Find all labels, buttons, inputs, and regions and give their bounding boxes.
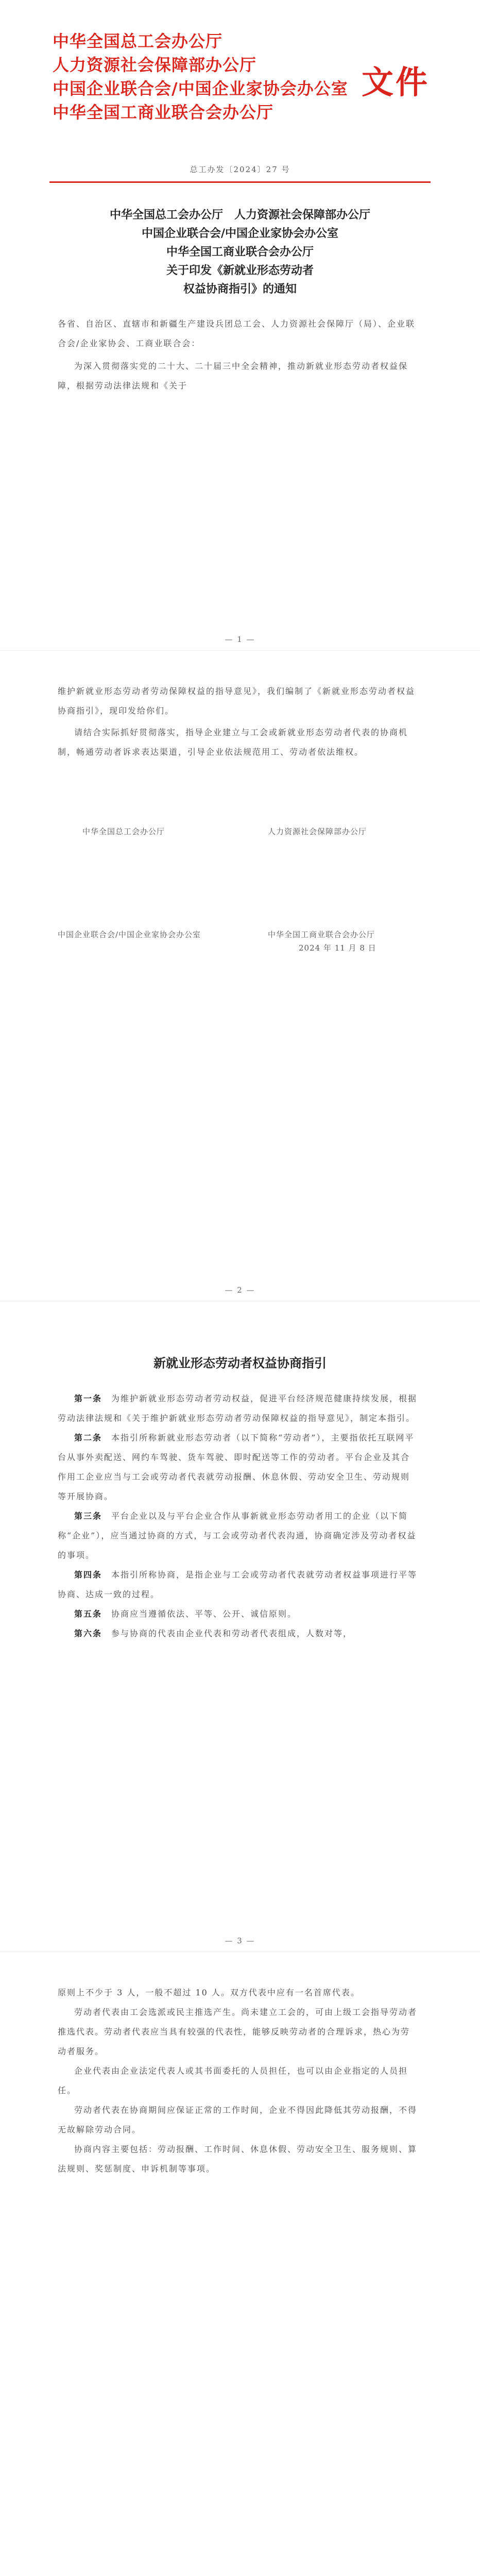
article bbox=[58, 1624, 418, 1643]
guide-title: 新就业形态劳动者权益协商指引 bbox=[153, 1356, 327, 1370]
article-text: 参与协商的代表由企业代表和劳动者代表组成，人数对等， bbox=[111, 1629, 353, 1638]
article-list bbox=[58, 1389, 418, 1643]
notice-title-line: 中华全国总工会办公厅 人力资源社会保障部办公厅 bbox=[109, 209, 370, 222]
notice-title-line: 中国企业联合会/中国企业家协会办公室 bbox=[141, 227, 339, 240]
issuer-name: 中华全国工商业联合会办公厅 bbox=[53, 103, 274, 122]
article-text: 平台企业以及与平台企业合作从事新就业形态劳动者用工的企业（以下简称“企业”），应当通过协商的方式，与工会或劳动者代表沟通，协商确定涉及劳动者权益的事项。 bbox=[58, 1511, 417, 1560]
paragraph: 劳动者代表在协商期间应保证正常的工作时间，企业不得因此降低其劳动报酬，不得无故解除劳动合同。 bbox=[58, 2105, 418, 2134]
article-text: 本指引所称新就业形态劳动者（以下简称“劳动者”），主要指依托互联网平台从事外卖配送、网约车驾驶、货车驾驶、即时配送等工作的劳动者。平台企业及其合作用工企业应当与工会或劳动者代表就劳动报酬、休息休假、劳动安全卫生、劳动规则等开展协商。 bbox=[58, 1433, 415, 1501]
page-3 bbox=[0, 1301, 480, 1952]
article-label: 第六条 bbox=[74, 1629, 102, 1638]
article bbox=[58, 1506, 418, 1565]
signature-issuer: 中华全国工商业联合会办公厅 bbox=[268, 930, 375, 939]
document-number: 总工办发〔2024〕27 号 bbox=[190, 165, 290, 174]
page-number: — 2 — bbox=[225, 1285, 255, 1295]
article bbox=[58, 1389, 418, 1428]
page-4 bbox=[0, 1952, 480, 2576]
page-2 bbox=[0, 651, 480, 1301]
notice-paragraph: 为深入贯彻落实党的二十大、二十届三中全会精神，推动新就业形态劳动者权益保障，根据劳动法律法规和《关于 bbox=[58, 361, 408, 391]
article-continuation bbox=[58, 1983, 418, 2179]
signature-issuer: 中国企业联合会/中国企业家协会办公室 bbox=[58, 930, 201, 939]
notice-paragraph: 请结合实际抓好贯彻落实，指导企业建立与工会或新就业形态劳动者代表的协商机制，畅通劳动者诉求表达渠道，引导企业依法规范用工、劳动者依法维权。 bbox=[58, 727, 408, 757]
signature-issuer: 中华全国总工会办公厅 bbox=[82, 827, 165, 836]
notice-title-line: 关于印发《新就业形态劳动者 bbox=[166, 264, 314, 277]
article-label: 第一条 bbox=[74, 1394, 102, 1403]
page-1 bbox=[0, 0, 480, 651]
paragraph: 原则上不少于 3 人，一般不超过 10 人。双方代表中应有一名首席代表。 bbox=[58, 1988, 360, 1997]
article bbox=[58, 1565, 418, 1604]
issuer-name: 中国企业联合会/中国企业家协会办公室 bbox=[53, 79, 348, 98]
article-text: 协商应当遵循依法、平等、公开、诚信原则。 bbox=[111, 1609, 297, 1619]
notice-title-line: 中华全国工商业联合会办公厅 bbox=[166, 246, 314, 259]
article bbox=[58, 1604, 418, 1624]
salutation: 各省、自治区、直辖市和新疆生产建设兵团总工会、人力资源社会保障厅（局）、企业联合会/企业家协会、工商业联合会： bbox=[58, 319, 416, 348]
paragraph: 劳动者代表由工会选派或民主推选产生。尚未建立工会的，可由上级工会指导劳动者推选代表。劳动者代表应当具有较强的代表性，能够反映劳动者的合理诉求，热心为劳动者服务。 bbox=[58, 2007, 418, 2056]
document-label: 文件 bbox=[362, 63, 430, 101]
article-label: 第五条 bbox=[74, 1609, 102, 1619]
notice-paragraph: 维护新就业形态劳动者劳动保障权益的指导意见》，我们编制了《新就业形态劳动者权益协商指引》，现印发给你们。 bbox=[58, 686, 416, 716]
signature-date: 2024 年 11 月 8 日 bbox=[299, 943, 376, 953]
signature-issuer: 人力资源社会保障部办公厅 bbox=[268, 827, 367, 836]
red-header bbox=[53, 28, 444, 157]
page-number: — 3 — bbox=[225, 1936, 255, 1945]
issuer-name: 中华全国总工会办公厅 bbox=[53, 31, 223, 51]
article-label: 第四条 bbox=[74, 1570, 102, 1580]
paragraph: 企业代表由企业法定代表人或其书面委托的人员担任，也可以由企业指定的人员担任。 bbox=[58, 2066, 408, 2095]
article bbox=[58, 1428, 418, 1506]
page-number: — 1 — bbox=[225, 635, 255, 644]
article-text: 为维护新就业形态劳动者劳动权益，促进平台经济规范健康持续发展，根据劳动法律法规和《关于维护新就业形态劳动者劳动保障权益的指导意见》，制定本指引。 bbox=[58, 1394, 418, 1423]
paragraph: 协商内容主要包括：劳动报酬、工作时间、休息休假、劳动安全卫生、服务规则、算法规则、奖惩制度、申诉机制等事项。 bbox=[58, 2144, 418, 2174]
article-text: 本指引所称协商，是指企业与工会或劳动者代表就劳动者权益事项进行平等协商、达成一致的过程。 bbox=[58, 1570, 418, 1599]
article-label: 第二条 bbox=[74, 1433, 102, 1443]
notice-title-line: 权益协商指引》的通知 bbox=[183, 283, 297, 296]
article-label: 第三条 bbox=[74, 1511, 102, 1521]
issuer-name: 人力资源社会保障部办公厅 bbox=[53, 55, 257, 75]
red-divider bbox=[49, 181, 431, 183]
